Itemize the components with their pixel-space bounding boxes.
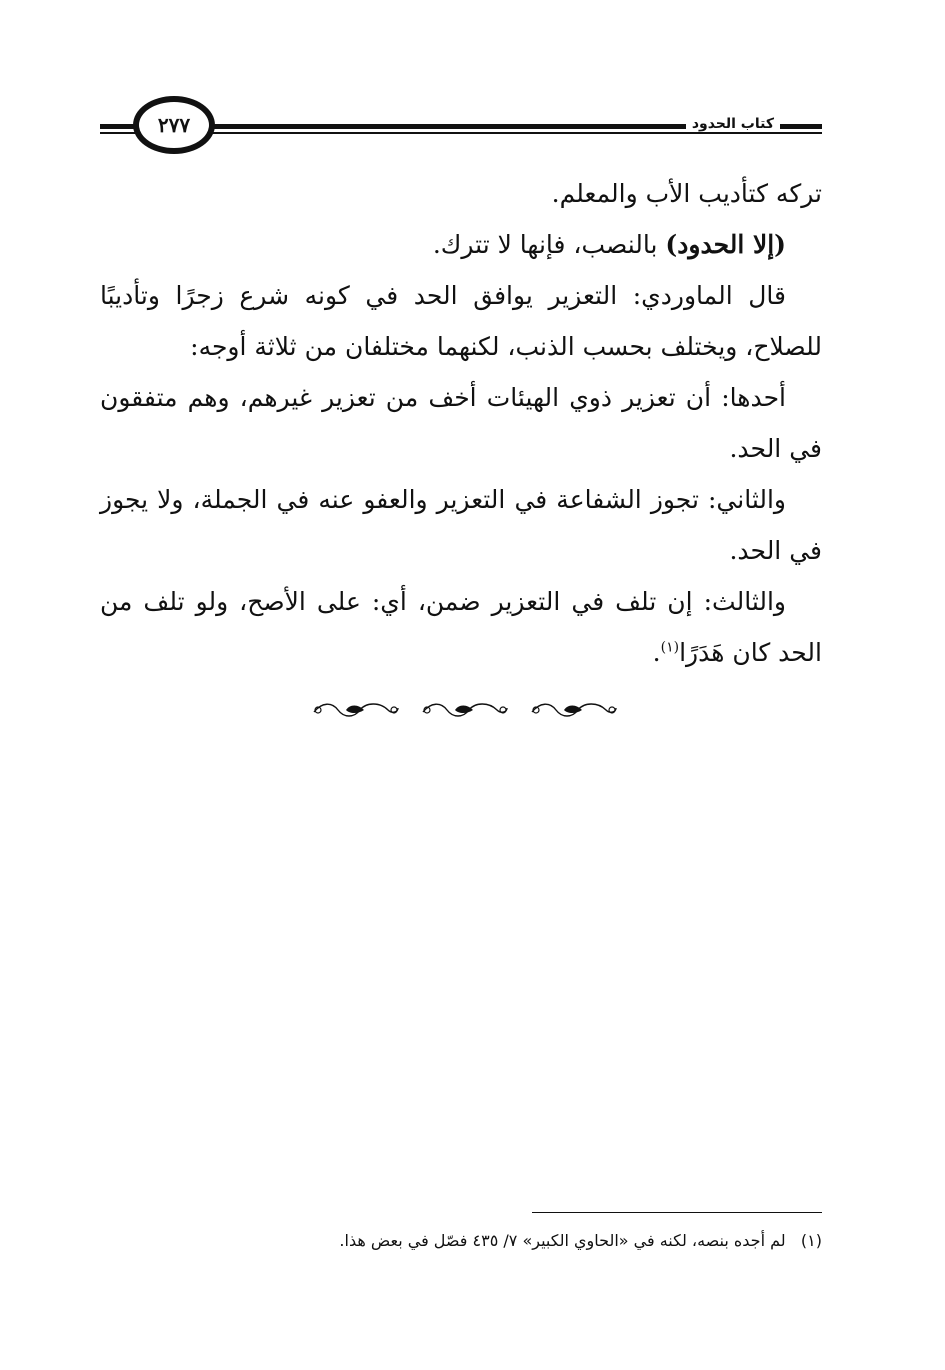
footnote-separator — [532, 1212, 822, 1213]
paragraph-6-end: . — [652, 638, 661, 667]
floral-ornament-icon — [419, 698, 511, 722]
paragraph-3: قال الماوردي: التعزير يوافق الحد في كونه شرع زجرًا وتأديبًا للصلاح، ويختلف بحسب الذنب، لكنهما مختلفان من ثلاثة أوجه: — [100, 281, 822, 361]
footnote-reference[interactable]: (١) — [660, 639, 680, 656]
page-number: ٢٧٧ — [157, 113, 191, 137]
running-title: كتاب الحدود — [686, 116, 780, 132]
paragraph-6 — [100, 576, 822, 678]
section-ornament — [310, 696, 620, 724]
footnote — [120, 1226, 822, 1256]
paragraph-2 — [100, 219, 822, 270]
paragraph-1: تركه كتأديب الأب والمعلم. — [551, 179, 822, 208]
paragraph-6-text: والثالث: إن تلف في التعزير ضمن، أي: على الأصح، ولو تلف من الحد كان هَدَرًا — [100, 587, 822, 667]
paragraph-4: أحدها: أن تعزير ذوي الهيئات أخف من تعزير غيرهم، وهم متفقون في الحد. — [100, 383, 822, 463]
main-text — [100, 168, 822, 678]
footnote-number: (١) — [800, 1231, 822, 1250]
footnote-text: لم أجده بنصه، لكنه في «الحاوي الكبير» ٧/ ٤٣٥ فصّل في بعض هذا. — [339, 1231, 786, 1250]
paragraph-2-rest: بالنصب، فإنها لا تترك. — [432, 230, 666, 259]
header-rule-right-thin — [210, 132, 822, 134]
page-number-badge — [133, 96, 215, 154]
floral-ornament-icon — [528, 698, 620, 722]
paragraph-5: والثاني: تجوز الشفاعة في التعزير والعفو عنه في الجملة، ولا يجوز في الحد. — [100, 485, 822, 565]
page-header — [100, 98, 822, 158]
floral-ornament-icon — [310, 698, 402, 722]
bold-phrase: (إلا الحدود) — [665, 230, 786, 259]
